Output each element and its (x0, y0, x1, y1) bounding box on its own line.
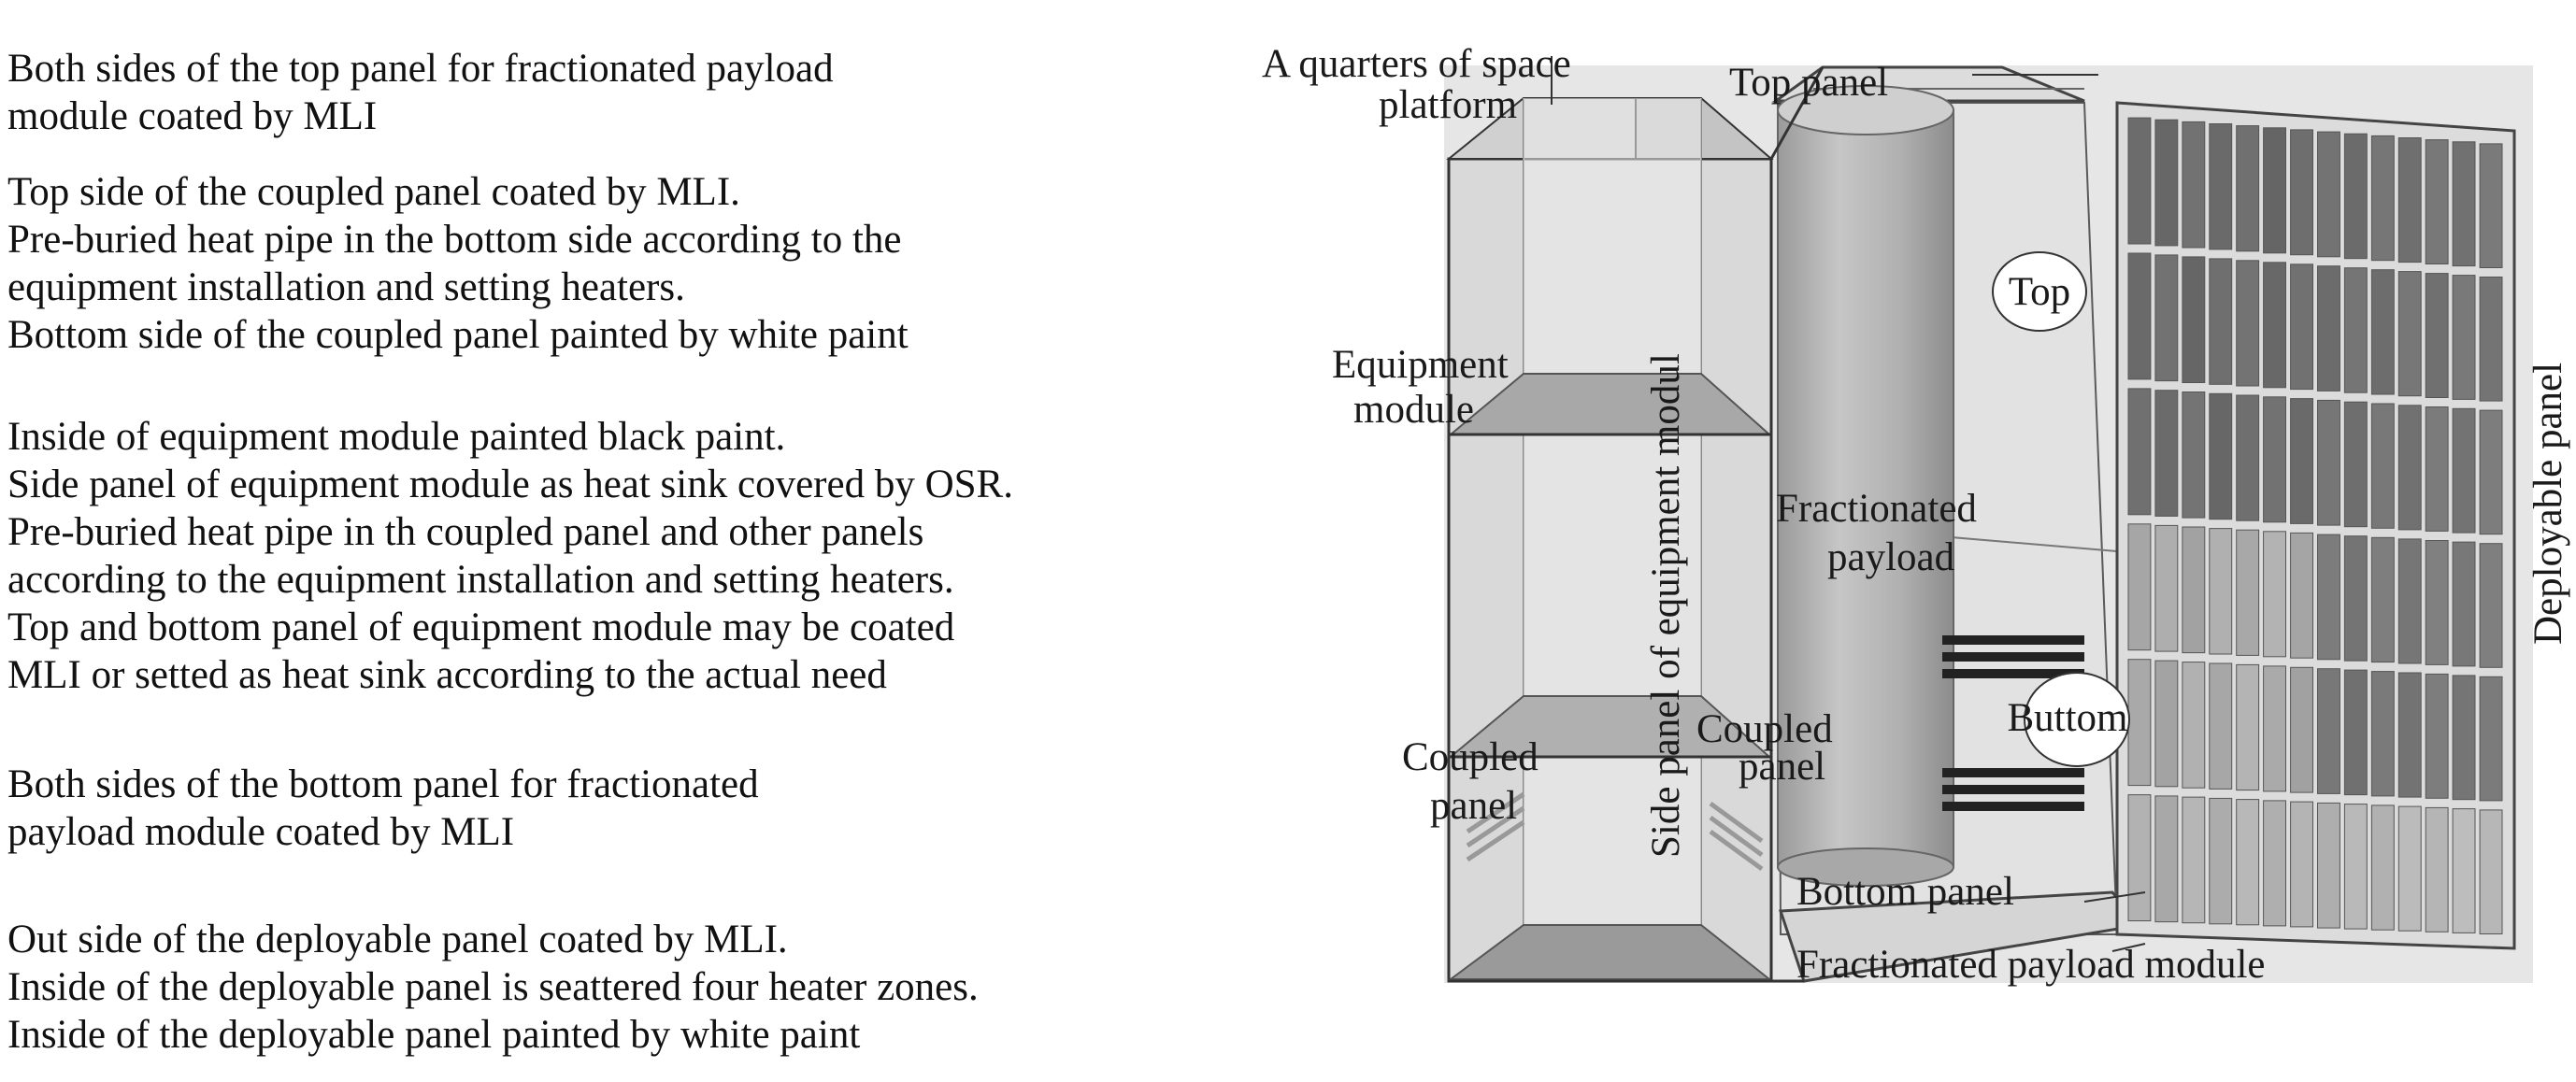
solar-cell (2182, 527, 2205, 653)
solar-cell (2264, 666, 2286, 791)
label-coupled-left-line2: panel (1430, 784, 1518, 828)
solar-cell (2182, 662, 2205, 789)
label-coupled-right-line1: Coupled (1696, 707, 1833, 751)
note-line: Both sides of the bottom panel for fractionated (7, 762, 759, 806)
note-bottom-panel (7, 761, 759, 856)
note-line: payload module coated by MLI (7, 810, 515, 854)
label-fractionated-module: Fractionated payload module (1796, 943, 2266, 987)
solar-cell (2291, 533, 2313, 658)
label-quarters-line2: platform (1379, 83, 1518, 127)
deployable-panel (2117, 103, 2514, 948)
solar-cell (2237, 261, 2259, 386)
solar-cell (2155, 661, 2178, 787)
solar-cell (2155, 120, 2178, 246)
solar-cell (2398, 138, 2421, 263)
solar-cell (2371, 270, 2394, 394)
label-coupled-left-line1: Coupled (1402, 735, 1538, 779)
solar-cell (2453, 809, 2475, 933)
solar-cell (2480, 676, 2502, 801)
solar-cell (2291, 802, 2313, 927)
note-line: Inside of equipment module painted black paint. (7, 415, 786, 459)
solar-cell (2237, 395, 2259, 520)
note-line: Inside of the deployable panel is seattered four heater zones. (7, 965, 979, 1009)
note-coupled-panel (7, 168, 909, 359)
top-circle (1993, 252, 2086, 331)
solar-cell (2480, 410, 2502, 534)
solar-cell (2155, 525, 2178, 651)
solar-cell (2182, 257, 2205, 383)
solar-cell (2371, 404, 2394, 528)
note-line: Out side of the deployable panel coated by MLI. (7, 918, 788, 961)
solar-cell (2291, 399, 2313, 524)
label-deployable-panel: Deployable panel (2526, 362, 2570, 645)
note-line: Both sides of the top panel for fractionated payload (7, 47, 834, 91)
label-equipment-line1: Equipment (1332, 343, 1509, 387)
label-fractionated-line1: Fractionated (1776, 487, 1977, 531)
solar-cell (2344, 536, 2367, 662)
solar-cell (2182, 392, 2205, 519)
solar-cell (2453, 542, 2475, 666)
solar-cell (2318, 803, 2340, 928)
label-bottom-panel: Bottom panel (1796, 870, 2014, 914)
solar-cell (2291, 264, 2313, 390)
solar-cell (2398, 406, 2421, 530)
solar-cell (2210, 663, 2232, 789)
equipment-module (1449, 98, 1771, 981)
solar-cell (2398, 272, 2421, 396)
spacecraft-diagram (1243, 0, 2576, 1082)
note-line: equipment installation and setting heaters. (7, 265, 685, 309)
solar-cell (2128, 795, 2151, 921)
solar-cell (2453, 276, 2475, 400)
label-side-panel: Side panel of equipment modul (1644, 353, 1688, 858)
top-circle-label: Top (2008, 270, 2071, 314)
solar-cell (2371, 537, 2394, 662)
solar-cell (2182, 121, 2205, 248)
solar-cell (2291, 130, 2313, 255)
solar-cell (2371, 672, 2394, 796)
note-line: Pre-buried heat pipe in th coupled panel and other panels (7, 510, 924, 554)
label-coupled-right-line2: panel (1739, 745, 1826, 789)
solar-cell (2318, 266, 2340, 392)
solar-cell (2237, 126, 2259, 251)
solar-cell (2453, 676, 2475, 800)
note-line: Top side of the coupled panel coated by MLI. (7, 170, 740, 214)
label-equipment-line2: module (1353, 388, 1474, 432)
label-fractionated-line2: payload (1827, 535, 1955, 579)
note-line: Top and bottom panel of equipment module may be coated (7, 605, 955, 649)
solar-cell (2344, 804, 2367, 930)
note-line: Side panel of equipment module as heat sink covered by OSR. (7, 463, 1013, 506)
solar-cell (2128, 660, 2151, 786)
solar-cell (2210, 124, 2232, 249)
note-line: module coated by MLI (7, 94, 378, 138)
solar-cell (2210, 393, 2232, 519)
solar-cell (2371, 135, 2394, 260)
note-top-panel (7, 45, 834, 140)
solar-cell (2210, 529, 2232, 654)
solar-cell (2344, 402, 2367, 527)
solar-cell (2264, 801, 2286, 926)
solar-cell (2128, 389, 2151, 515)
solar-cell (2426, 674, 2448, 798)
solar-cell (2426, 407, 2448, 532)
solar-cell (2182, 797, 2205, 923)
solar-cell (2128, 118, 2151, 244)
solar-cell (2398, 673, 2421, 797)
note-line: Inside of the deployable panel painted by white paint (7, 1013, 861, 1057)
note-line: according to the equipment installation and setting heaters. (7, 558, 954, 602)
note-line: Bottom side of the coupled panel painted by white paint (7, 313, 909, 357)
solar-cell (2264, 128, 2286, 253)
solar-cell (2426, 541, 2448, 665)
label-quarters-line1: A quarters of space (1262, 42, 1571, 86)
solar-cell (2344, 268, 2367, 393)
solar-cell (2426, 140, 2448, 264)
solar-cell (2318, 669, 2340, 794)
solar-cell (2344, 134, 2367, 259)
solar-cell (2264, 532, 2286, 657)
solar-cell (2398, 806, 2421, 931)
label-top-panel: Top panel (1729, 61, 1889, 105)
solar-cell (2453, 142, 2475, 266)
solar-cell (2264, 397, 2286, 522)
solar-cell (2318, 132, 2340, 257)
solar-cell (2318, 400, 2340, 525)
solar-cell (2344, 670, 2367, 795)
note-equipment-module (7, 413, 1013, 699)
buttom-circle-label: Buttom (2007, 696, 2128, 740)
solar-cell (2318, 534, 2340, 660)
solar-cell (2237, 800, 2259, 925)
solar-cell (2210, 798, 2232, 923)
solar-cell (2264, 263, 2286, 388)
solar-cell (2237, 530, 2259, 655)
solar-cell (2291, 667, 2313, 792)
note-line: MLI or setted as heat sink according to the actual need (7, 653, 887, 697)
note-line: Pre-buried heat pipe in the bottom side according to the (7, 218, 902, 262)
solar-cell (2155, 391, 2178, 517)
solar-cell (2426, 274, 2448, 398)
note-deployable-panel (7, 916, 979, 1059)
solar-cell (2480, 278, 2502, 402)
solar-cell (2128, 253, 2151, 379)
solar-cell (2426, 807, 2448, 932)
solar-cell (2480, 144, 2502, 268)
solar-cell (2210, 259, 2232, 384)
solar-cell (2155, 796, 2178, 922)
solar-cell (2128, 524, 2151, 650)
solar-cell (2237, 664, 2259, 790)
solar-cell (2480, 810, 2502, 934)
solar-cell (2453, 408, 2475, 533)
solar-cell (2480, 544, 2502, 668)
solar-cell (2398, 539, 2421, 663)
solar-cell (2155, 255, 2178, 381)
solar-cell (2371, 805, 2394, 930)
